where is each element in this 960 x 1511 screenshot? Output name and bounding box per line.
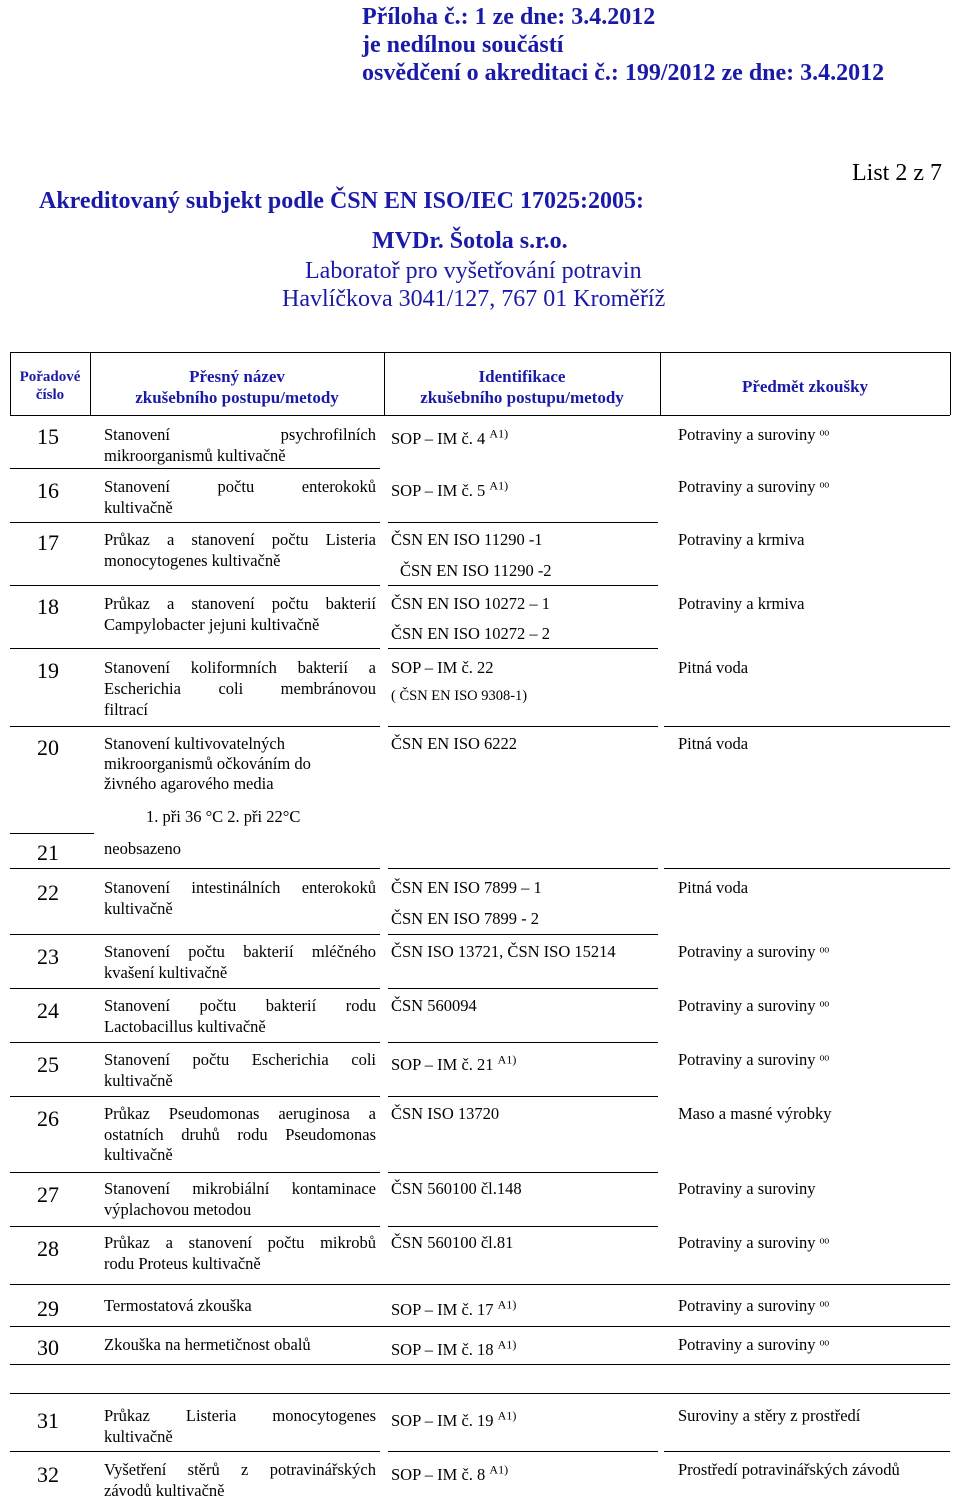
method-id: ČSN 560100 čl.148	[391, 1179, 522, 1198]
row-number: 24	[37, 998, 59, 1023]
test-subject: Potraviny a suroviny ᵒᵒ	[678, 1050, 830, 1069]
method-name: Průkaz a stanovení počtu Listeria	[104, 530, 376, 549]
method-id: ČSN EN ISO 11290 -2	[400, 561, 552, 580]
test-subject: Potraviny a suroviny ᵒᵒ	[678, 1233, 830, 1252]
test-subject: Potraviny a krmiva	[678, 594, 805, 613]
method-name: Lactobacillus kultivačně	[104, 1017, 266, 1036]
method-name: Stanovení počtu Escherichia coli	[104, 1050, 376, 1069]
method-name: Stanovení počtu enterokoků	[104, 477, 376, 496]
method-id: SOP – IM č. 18 $^{A1)}$	[391, 1337, 517, 1359]
method-name: Průkaz a stanovení počtu mikrobů	[104, 1233, 376, 1252]
method-name: mikroorganismů kultivačně	[104, 446, 286, 465]
method-name: kultivačně	[104, 1071, 173, 1090]
method-name: 1. při 36 °C 2. při 22°C	[146, 807, 301, 826]
method-id: SOP – IM č. 19 $^{A1)}$	[391, 1408, 517, 1430]
col-name-header: Přesný název zkušebního postupu/metody	[135, 367, 339, 407]
method-name: Vyšetření stěrů z potravinářských	[104, 1460, 376, 1479]
method-name: Zkouška na hermetičnost obalů	[104, 1335, 311, 1354]
method-name: Stanovení intestinálních enterokoků	[104, 878, 376, 897]
method-id: SOP – IM č. 17 $^{A1)}$	[391, 1297, 517, 1319]
row-number: 18	[37, 594, 59, 619]
method-id: SOP – IM č. 8 $^{A1)}$	[391, 1462, 509, 1484]
method-name: kvašení kultivačně	[104, 963, 228, 982]
method-name: ostatních druhů rodu Pseudomonas	[104, 1125, 376, 1144]
row-number: 27	[37, 1182, 59, 1207]
method-id: ČSN EN ISO 10272 – 2	[391, 624, 551, 643]
test-subject: Potraviny a krmiva	[678, 530, 805, 549]
company-name: MVDr. Šotola s.r.o.	[372, 228, 568, 254]
col-subject-header: Předmět zkoušky	[741, 377, 869, 396]
method-id: ČSN EN ISO 7899 – 1	[391, 878, 542, 897]
test-subject: Pitná voda	[678, 734, 749, 753]
method-name: kultivačně	[104, 1145, 173, 1164]
method-name: rodu Proteus kultivačně	[104, 1254, 261, 1273]
method-name: kultivačně	[104, 498, 173, 517]
row-number: 15	[37, 424, 59, 449]
method-name: Stanovení mikrobiální kontaminace	[104, 1179, 376, 1198]
method-id: ČSN ISO 13720	[391, 1104, 500, 1123]
row-number: 23	[37, 944, 59, 969]
method-name: mikroorganismů očkováním do	[104, 754, 311, 773]
method-name: Escherichia coli membránovou	[104, 679, 376, 698]
method-name: Campylobacter jejuni kultivačně	[104, 615, 320, 634]
test-subject: Potraviny a suroviny ᵒᵒ	[678, 1335, 830, 1354]
method-id: ČSN EN ISO 7899 - 2	[391, 909, 540, 928]
row-number: 17	[37, 530, 59, 555]
row-number: 29	[37, 1296, 59, 1321]
test-subject: Suroviny a stěry z prostředí	[678, 1406, 861, 1425]
subject-title: Akreditovaný subjekt podle ČSN EN ISO/IEC 17025:2005:	[39, 188, 644, 214]
method-name: neobsazeno	[104, 839, 181, 858]
method-name: Termostatová zkouška	[104, 1296, 252, 1315]
method-id: ČSN EN ISO 6222	[391, 734, 518, 753]
test-subject: Potraviny a suroviny ᵒᵒ	[678, 996, 830, 1015]
method-name: živného agarového media	[104, 774, 274, 793]
annex-line: Příloha č.: 1 ze dne: 3.4.2012	[362, 4, 656, 30]
col-order-header: Pořadové číslo	[19, 369, 81, 403]
method-name: Průkaz a stanovení počtu bakterií	[104, 594, 376, 613]
method-name: kultivačně	[104, 899, 173, 918]
method-id: ( ČSN EN ISO 9308-1)	[391, 688, 528, 704]
row-number: 22	[37, 880, 59, 905]
method-name: Stanovení kultivovatelných	[104, 734, 286, 753]
row-number: 32	[37, 1462, 59, 1487]
row-number: 20	[37, 735, 59, 760]
method-id: ČSN EN ISO 10272 – 1	[391, 594, 551, 613]
test-subject: Pitná voda	[678, 658, 749, 677]
row-number: 21	[37, 840, 59, 865]
method-id: SOP – IM č. 21 $^{A1)}$	[391, 1052, 517, 1074]
method-id: ČSN 560094	[391, 996, 477, 1015]
method-name: Průkaz Listeria monocytogenes	[104, 1406, 376, 1425]
method-name: monocytogenes kultivačně	[104, 551, 281, 570]
test-subject: Potraviny a suroviny ᵒᵒ	[678, 477, 830, 496]
method-name: Stanovení počtu bakterií mléčného	[104, 942, 376, 961]
method-id: ČSN ISO 13721, ČSN ISO 15214	[391, 942, 616, 961]
test-subject: Potraviny a suroviny	[678, 1179, 816, 1198]
method-name: výplachovou metodou	[104, 1200, 252, 1219]
method-name: Stanovení psychrofilních	[104, 425, 376, 444]
annex-line-2: je nedílnou součástí	[362, 32, 564, 58]
row-number: 19	[37, 658, 59, 683]
lab-name: Laboratoř pro vyšetřování potravin	[305, 258, 642, 284]
method-name: kultivačně	[104, 1427, 173, 1446]
method-name: filtrací	[104, 700, 148, 719]
method-id: SOP – IM č. 22	[391, 658, 494, 677]
test-subject: Potraviny a suroviny ᵒᵒ	[678, 1296, 830, 1315]
method-name: Stanovení koliformních bakterií a	[104, 658, 376, 677]
method-id: SOP – IM č. 5 $^{A1)}$	[391, 478, 509, 500]
row-number: 28	[37, 1236, 59, 1261]
test-subject: Prostředí potravinářských závodů	[678, 1460, 900, 1479]
row-number: 30	[37, 1335, 59, 1360]
test-subject: Maso a masné výrobky	[678, 1104, 832, 1123]
method-id: ČSN EN ISO 11290 -1	[391, 530, 543, 549]
method-id: ČSN 560100 čl.81	[391, 1233, 514, 1252]
test-subject: Pitná voda	[678, 878, 749, 897]
method-id: SOP – IM č. 4 $^{A1)}$	[391, 426, 509, 448]
col-id-header: Identifikace zkušebního postupu/metody	[420, 367, 624, 407]
test-subject: Potraviny a suroviny ᵒᵒ	[678, 425, 830, 444]
lab-address: Havlíčkova 3041/127, 767 01 Kroměříž	[282, 286, 666, 312]
method-name: závodů kultivačně	[104, 1481, 225, 1500]
row-number: 16	[37, 478, 59, 503]
method-name: Průkaz Pseudomonas aeruginosa a	[104, 1104, 376, 1123]
page-number: List 2 z 7	[852, 160, 942, 186]
annex-line-3: osvědčení o akreditaci č.: 199/2012 ze dne: 3.4.2012	[362, 60, 885, 86]
method-name: Stanovení počtu bakterií rodu	[104, 996, 376, 1015]
row-number: 26	[37, 1106, 59, 1131]
row-number: 25	[37, 1052, 59, 1077]
test-subject: Potraviny a suroviny ᵒᵒ	[678, 942, 830, 961]
row-number: 31	[37, 1408, 59, 1433]
